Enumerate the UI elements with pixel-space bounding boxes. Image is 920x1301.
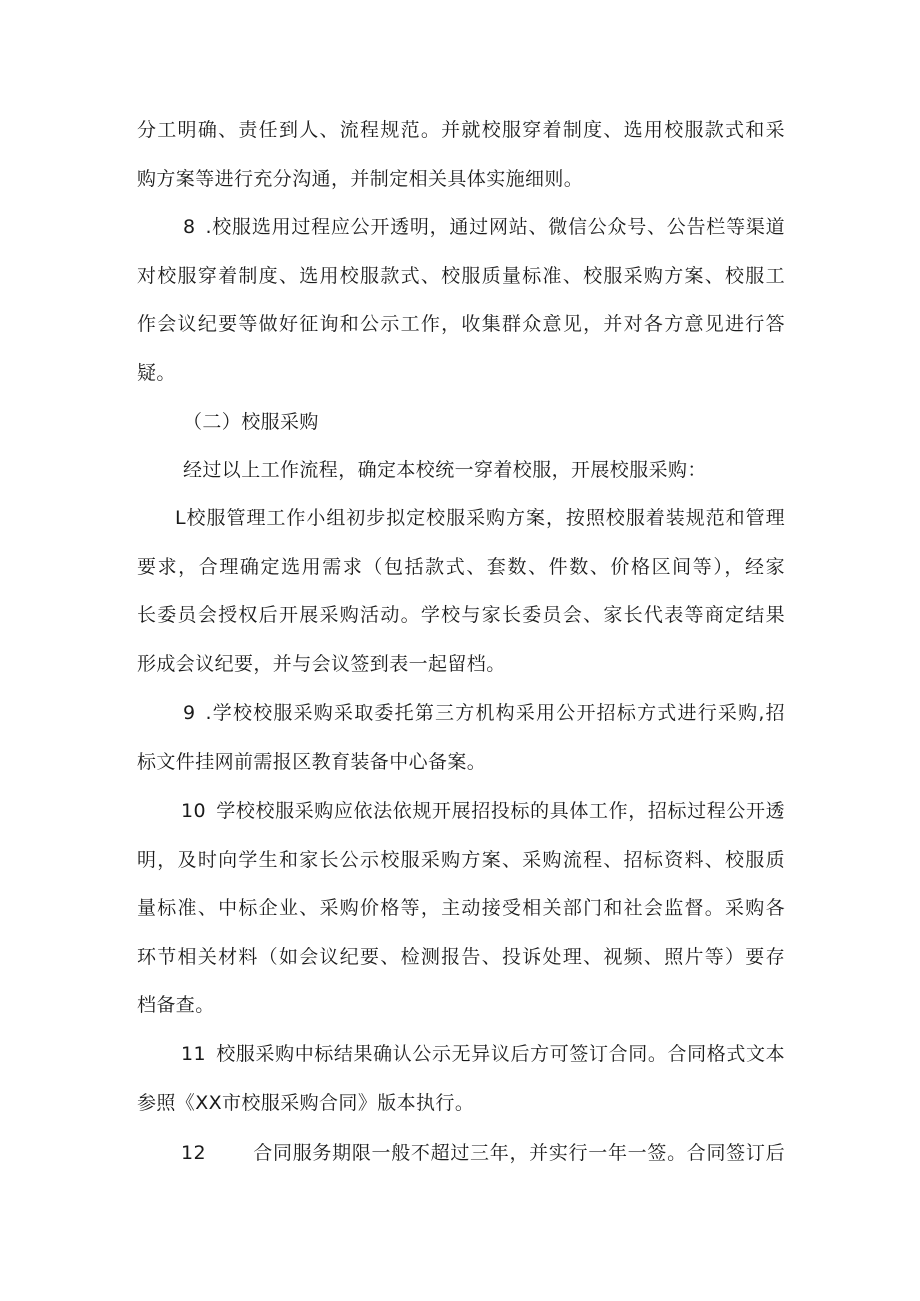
text-line <box>137 787 785 836</box>
text-line: 对校服穿着制度、选用校服款式、校服质量标准、校服采购方案、校服工 <box>137 264 785 287</box>
paragraph-item-12 <box>137 1129 785 1178</box>
paragraph-continuation <box>137 106 785 203</box>
text-line: 标文件挂网前需报区教育装备中心备案。 <box>137 750 487 773</box>
text-line: 参照《XX市校服采购合同》版本执行。 <box>137 1091 475 1114</box>
text-line: L校服管理工作小组初步拟定校服采购方案，按照校服着装规范和管理 <box>175 507 785 529</box>
intro-paragraph: 经过以上工作流程，确定本校统一穿着校服，开展校服采购： <box>183 459 707 481</box>
text-line: 量标准、中标企业、采购价格等，主动接受相关部门和社会监督。采购各 <box>137 897 785 919</box>
text-fragment: 合同服务期限一般不超过三年，并实行一年一签。合同签订后 <box>253 1142 785 1164</box>
text-line <box>137 203 785 252</box>
paragraph-item-9 <box>137 689 785 786</box>
item-number: 8 <box>183 216 196 238</box>
paragraph-item-10 <box>137 787 785 1030</box>
item-number: 10 <box>181 800 206 822</box>
text-line <box>137 1129 785 1178</box>
item-number: 12 <box>181 1142 206 1164</box>
text-fragment: .学校校服采购采取委托第三方机构采用公开招标方式进行采购,招 <box>205 702 785 724</box>
text-line <box>137 1030 785 1079</box>
paragraph-item-1 <box>137 494 785 688</box>
paragraph-item-11 <box>137 1030 785 1127</box>
text-line: 要求，合理确定选用需求（包括款式、套数、件数、价格区间等），经家 <box>137 555 785 578</box>
section-heading: （二）校服采购 <box>183 411 319 433</box>
text-line <box>137 689 785 738</box>
text-line: 作会议纪要等做好征询和公示工作，收集群众意见，并对各方意见进行答 <box>137 313 785 335</box>
text-line: 档备查。 <box>137 994 215 1016</box>
item-number: 9 <box>183 702 196 724</box>
text-fragment: 学校校服采购应依法依规开展招投标的具体工作，招标过程公开透 <box>215 800 785 822</box>
paragraph-item-8 <box>137 203 785 397</box>
text-line: 环节相关材料（如会议纪要、检测报告、投诉处理、视频、照片等）要存 <box>137 945 785 968</box>
item-number: 11 <box>181 1043 206 1065</box>
text-fragment: .校服选用过程应公开透明，通过网站、微信公众号、公告栏等渠道 <box>205 216 785 238</box>
text-line: 明，及时向学生和家长公示校服采购方案、采购流程、招标资料、校服质 <box>137 848 785 871</box>
text-fragment: 校服采购中标结果确认公示无异议后方可签订合同。合同格式文本 <box>215 1043 785 1065</box>
text-line: 购方案等进行充分沟通，并制定相关具体实施细则。 <box>137 167 584 190</box>
text-line: 疑。 <box>137 361 176 384</box>
text-line: 长委员会授权后开展采购活动。学校与家长委员会、家长代表等商定结果 <box>137 604 785 626</box>
text-line: 形成会议纪要，并与会议签到表一起留档。 <box>137 652 506 675</box>
text-line: 分工明确、责任到人、流程规范。并就校服穿着制度、选用校服款式和采 <box>137 119 785 141</box>
